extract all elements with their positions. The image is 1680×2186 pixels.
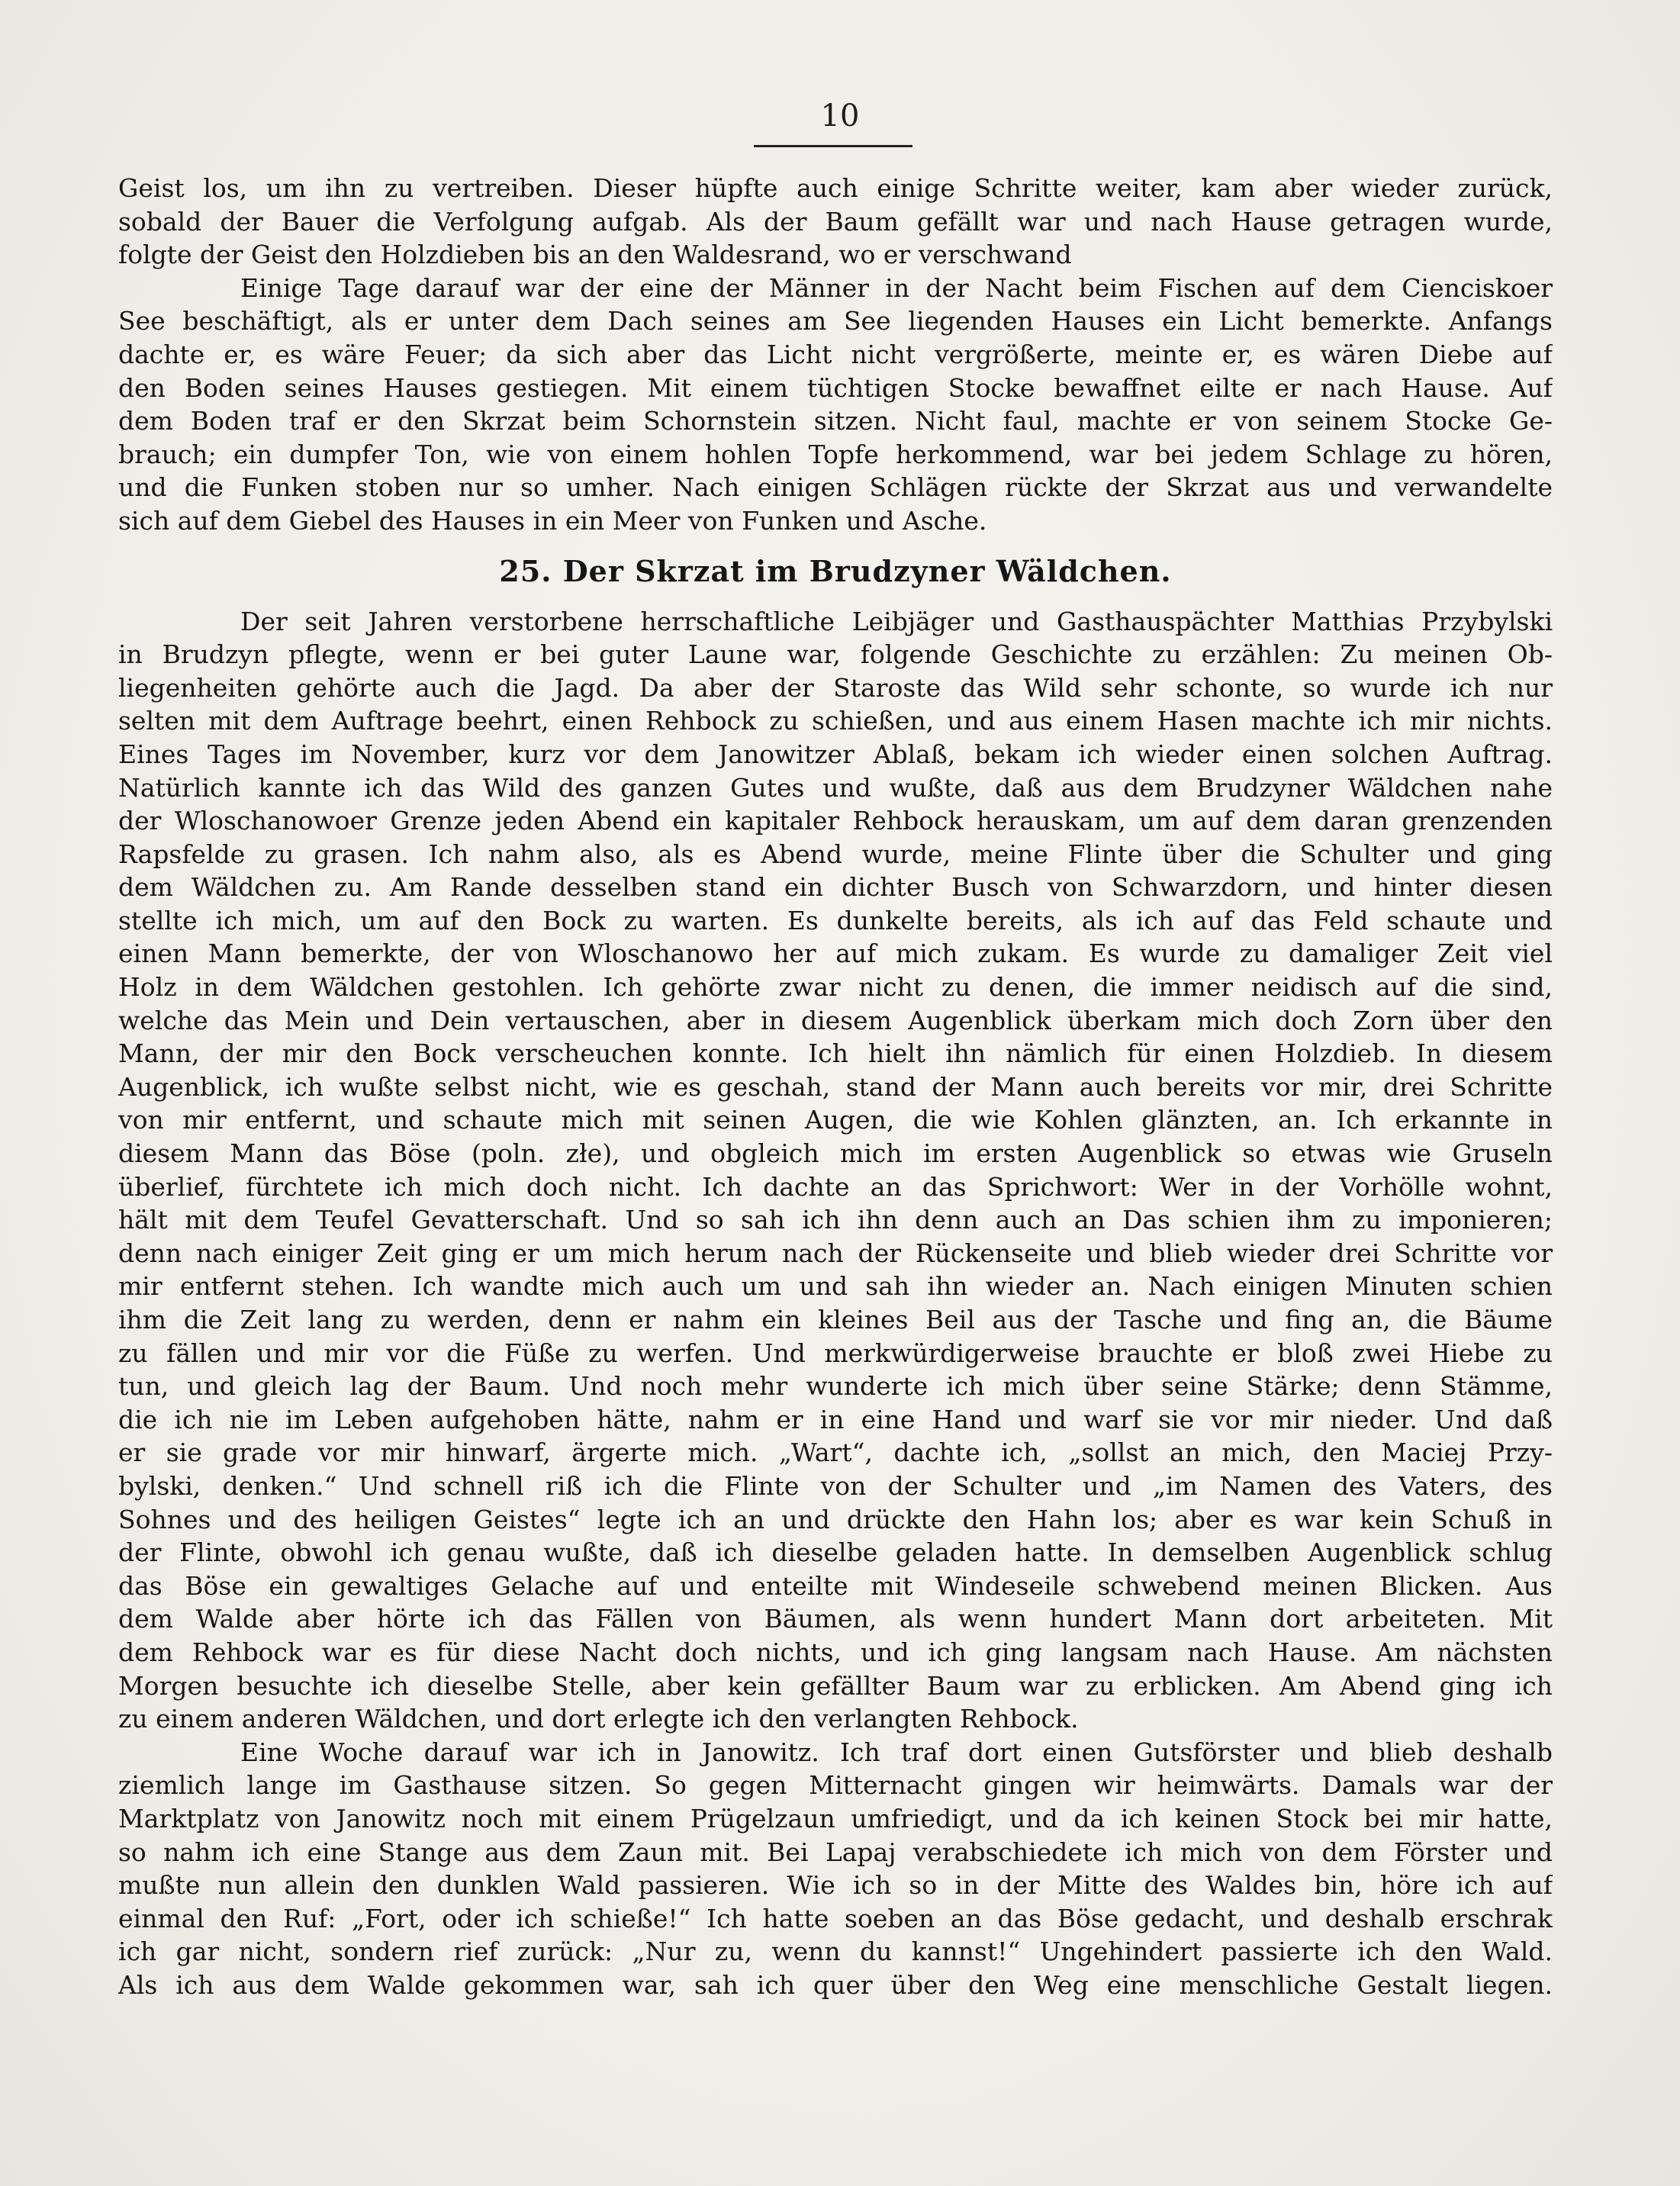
text-line: in Brudzyn pflegte, wenn er bei guter Laune war, folgende Geschichte zu erzählen: Zu meinen Ob- <box>118 639 1553 670</box>
text-line: dem Walde aber hörte ich das Fällen von Bäumen, als wenn hundert Mann dort arbeiteten. Mit <box>118 1604 1553 1634</box>
text-line: Einige Tage darauf war der eine der Männer in der Nacht beim Fischen auf dem Cienciskoer <box>240 272 1553 303</box>
page-number: 10 <box>820 98 860 134</box>
text-line: hält mit dem Teufel Gevatterschaft. Und so sah ich ihn denn auch an Das schien ihm zu imponieren; <box>118 1205 1553 1235</box>
text-line: welche das Mein und Dein vertauschen, aber in diesem Augenblick überkam mich doch Zorn über den <box>118 1005 1553 1035</box>
text-line: Morgen besuchte ich dieselbe Stelle, aber kein gefällter Baum war zu erblicken. Am Abend ging ich <box>118 1670 1553 1701</box>
text-line: Geist los, um ihn zu vertreiben. Dieser hüpfte auch einige Schritte weiter, kam aber wieder zurück, <box>118 173 1553 203</box>
text-line: ziemlich lange im Gasthause sitzen. So gegen Mitternacht gingen wir heimwärts. Damals war der <box>118 1770 1553 1801</box>
text-line: zu einem anderen Wäldchen, und dort erlegte ich den verlangten Rehbock. <box>118 1704 1079 1734</box>
text-line: Eine Woche darauf war ich in Janowitz. Ich traf dort einen Gutsförster und blieb deshalb <box>240 1737 1553 1767</box>
text-line: bylski, denken.“ Und schnell riß ich die Flinte von der Schulter und „im Namen des Vaters, des <box>118 1470 1553 1501</box>
text-line: überlief, fürchtete ich mich doch nicht. Ich dachte an das Sprichwort: Wer in der Vorhölle wohnt, <box>118 1171 1553 1202</box>
text-line: dachte er, es wäre Feuer; da sich aber das Licht nicht vergrößerte, meinte er, es wären Diebe auf <box>118 339 1553 369</box>
text-line: einen Mann bemerkte, der von Wloschanowo her auf mich zukam. Es wurde zu damaliger Zeit viel <box>118 938 1553 969</box>
text-line: die ich nie im Leben aufgehoben hätte, nahm er in eine Hand und warf sie vor mir nieder. Und daß <box>118 1404 1553 1434</box>
text-line: liegenheiten gehörte auch die Jagd. Da aber der Staroste das Wild sehr schonte, so wurde ich nur <box>118 672 1553 703</box>
text-line: selten mit dem Auftrage beehrt, einen Rehbock zu schießen, und aus einem Hasen machte ich mir nichts. <box>118 706 1553 736</box>
text-line: so nahm ich eine Stange aus dem Zaun mit. Bei Lapaj verabschiedete ich mich von dem Förster und <box>118 1837 1553 1867</box>
body-text <box>118 172 1553 2001</box>
text-line: der Wloschanowoer Grenze jeden Abend ein kapitaler Rehbock herauskam, um auf dem daran grenzenden <box>118 806 1553 836</box>
text-line: das Böse ein gewaltiges Gelache auf und enteilte mit Windeseile schwebend meinen Blicken. Aus <box>118 1570 1553 1601</box>
text-line: Als ich aus dem Walde gekommen war, sah ich quer über den Weg eine menschliche Gestalt liegen. <box>118 1969 1553 2000</box>
text-line: von mir entfernt, und schaute mich mit seinen Augen, die wie Kohlen glänzten, an. Ich erkannte in <box>118 1105 1553 1135</box>
text-line: mußte nun allein den dunklen Wald passieren. Wie ich so in der Mitte des Waldes bin, höre ich auf <box>118 1870 1553 1901</box>
text-line: stellte ich mich, um auf den Bock zu warten. Es dunkelte bereits, als ich auf das Feld schaute und <box>118 905 1553 935</box>
text-line: See beschäftigt, als er unter dem Dach seines am See liegenden Hauses ein Licht bemerkte. Anfangs <box>118 306 1553 336</box>
text-line: er sie grade vor mir hinwarf, ärgerte mich. „Wart“, dachte ich, „sollst an mich, den Maciej Przy- <box>118 1437 1553 1468</box>
text-line: Marktplatz von Janowitz noch mit einem Prügelzaun umfriedigt, und da ich keinen Stock bei mir hatte, <box>118 1803 1553 1833</box>
text-line: einmal den Ruf: „Fort, oder ich schieße!“ Ich hatte soeben an das Böse gedacht, und deshalb erschrak <box>118 1903 1553 1933</box>
text-line: Eines Tages im November, kurz vor dem Janowitzer Ablaß, bekam ich wieder einen solchen Auftrag. <box>118 739 1553 769</box>
text-line: diesem Mann das Böse (poln. złe), und obgleich mich im ersten Augenblick so etwas wie Gruseln <box>118 1138 1553 1169</box>
text-line: sobald der Bauer die Verfolgung aufgab. Als der Baum gefällt war und nach Hause getragen wurde, <box>118 206 1553 237</box>
text-line: den Boden seines Hauses gestiegen. Mit einem tüchtigen Stocke bewaffnet eilte er nach Hause. Auf <box>118 372 1553 403</box>
text-line: ihm die Zeit lang zu werden, denn er nahm ein kleines Beil aus der Tasche und fing an, die Bäume <box>118 1305 1553 1334</box>
text-line: denn nach einiger Zeit ging er um mich herum nach der Rückenseite und blieb wieder drei Schritte vor <box>118 1238 1553 1268</box>
header-rule <box>754 145 912 147</box>
text-line: brauch; ein dumpfer Ton, wie von einem hohlen Topfe herkommend, war bei jedem Schlage zu hören, <box>118 439 1553 469</box>
text-line: Mann, der mir den Bock verscheuchen konnte. Ich hielt ihn nämlich für einen Holzdieb. In diesem <box>118 1038 1553 1069</box>
text-line: tun, und gleich lag der Baum. Und noch mehr wunderte ich mich über seine Stärke; denn Stämme, <box>118 1371 1553 1402</box>
text-line: dem Boden traf er den Skrzat beim Schornstein sitzen. Nicht faul, machte er von seinem Stocke Ge- <box>118 406 1553 436</box>
text-line: Holz in dem Wäldchen gestohlen. Ich gehörte zwar nicht zu denen, die immer neidisch auf die sind, <box>118 972 1553 1003</box>
text-line: mir entfernt stehen. Ich wandte mich auch um und sah ihn wieder an. Nach einigen Minuten schien <box>118 1271 1553 1302</box>
text-line: Natürlich kannte ich das Wild des ganzen Gutes und wußte, daß aus dem Brudzyner Wäldchen nahe <box>118 772 1553 803</box>
text-line: Sohnes und des heiligen Geistes“ legte ich an und drückte den Hahn los; aber es war kein Schuß in <box>118 1504 1553 1534</box>
text-line: Augenblick, ich wußte selbst nicht, wie es geschah, stand der Mann auch bereits vor mir, drei Schritte <box>118 1071 1553 1102</box>
text-line: zu fällen und mir vor die Füße zu werfen. Und merkwürdigerweise brauchte er bloß zwei Hiebe zu <box>118 1338 1553 1368</box>
text-line: und die Funken stoben nur so umher. Nach einigen Schlägen rückte der Skrzat aus und verwandelte <box>118 472 1553 503</box>
text-line: dem Rehbock war es für diese Nacht doch nichts, und ich ging langsam nach Hause. Am nächsten <box>118 1637 1553 1667</box>
text-line: Rapsfelde zu grasen. Ich nahm also, als es Abend wurde, meine Flinte über die Schulter und ging <box>118 839 1553 869</box>
text-line: ich gar nicht, sondern rief zurück: „Nur zu, wenn du kannst!“ Ungehindert passierte ich den Wald. <box>118 1936 1553 1967</box>
text-line: dem Wäldchen zu. Am Rande desselben stand ein dichter Busch von Schwarzdorn, und hinter diesen <box>118 872 1553 903</box>
text-line: Der seit Jahren verstorbene herrschaftliche Leibjäger und Gasthauspächter Matthias Przybylski <box>240 606 1553 636</box>
text-line: der Flinte, obwohl ich genau wußte, daß ich dieselbe geladen hatte. In demselben Augenblick schlug <box>118 1537 1553 1568</box>
section-heading: 25. Der Skrzat im Brudzyner Wäldchen. <box>499 553 1172 588</box>
text-line: sich auf dem Giebel des Hauses in ein Meer von Funken und Asche. <box>118 505 987 536</box>
text-line: folgte der Geist den Holzdieben bis an den Waldesrand, wo er verschwand <box>118 240 1072 270</box>
